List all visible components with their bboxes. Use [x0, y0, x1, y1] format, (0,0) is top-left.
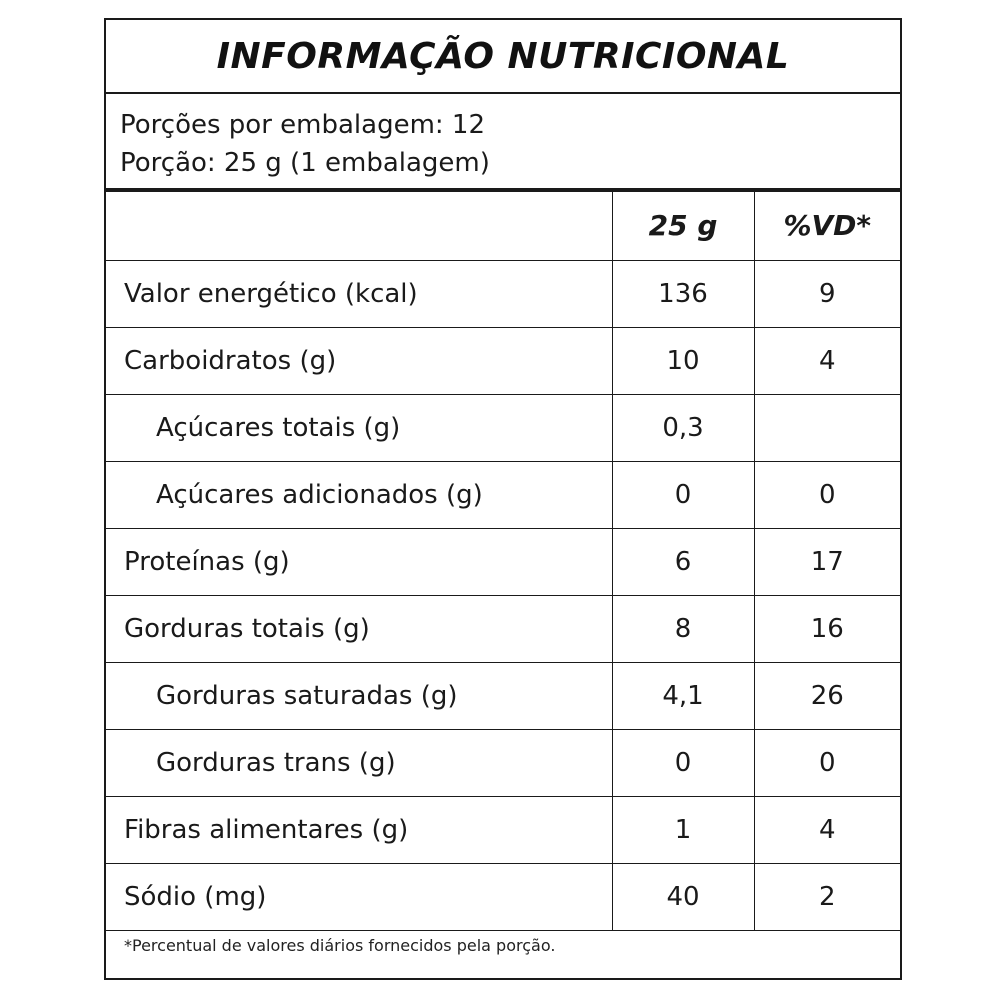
- portions-per-package: Porções por embalagem: 12: [120, 110, 486, 140]
- nutrient-name: Fibras alimentares (g): [106, 796, 612, 863]
- footnote: *Percentual de valores diários fornecidos pela porção.: [124, 936, 556, 955]
- nutrient-name: Gorduras totais (g): [106, 595, 612, 662]
- table-header-row: [106, 192, 900, 260]
- nutrient-name: Proteínas (g): [106, 528, 612, 595]
- nutrient-amount: 0,3: [612, 394, 754, 461]
- nutrition-facts-label: [104, 18, 902, 980]
- table-row: [106, 394, 900, 461]
- nutrient-amount: 136: [612, 260, 754, 327]
- nutrient-amount: 6: [612, 528, 754, 595]
- table-row: [106, 729, 900, 796]
- header-daily-value: %VD*: [754, 192, 900, 260]
- nutrient-daily-value: 4: [754, 796, 900, 863]
- nutrient-name: Açúcares adicionados (g): [106, 461, 612, 528]
- header-amount: 25 g: [612, 192, 754, 260]
- nutrient-daily-value: 2: [754, 863, 900, 930]
- nutrient-name: Gorduras saturadas (g): [106, 662, 612, 729]
- table-row: [106, 327, 900, 394]
- table-row: [106, 260, 900, 327]
- table-row: [106, 863, 900, 930]
- nutrient-daily-value: 26: [754, 662, 900, 729]
- header-nutrient: [106, 192, 612, 260]
- nutrient-daily-value: 9: [754, 260, 900, 327]
- nutrient-amount: 4,1: [612, 662, 754, 729]
- table-row: [106, 461, 900, 528]
- serving-size: Porção: 25 g (1 embalagem): [120, 148, 490, 178]
- table-row: [106, 662, 900, 729]
- nutrient-name: Valor energético (kcal): [106, 260, 612, 327]
- nutrient-daily-value: 0: [754, 729, 900, 796]
- label-title: INFORMAÇÃO NUTRICIONAL: [106, 20, 900, 94]
- nutrient-daily-value: 4: [754, 327, 900, 394]
- nutrient-name: Carboidratos (g): [106, 327, 612, 394]
- nutrient-amount: 8: [612, 595, 754, 662]
- table-row: [106, 595, 900, 662]
- nutrient-amount: 0: [612, 461, 754, 528]
- nutrient-daily-value: 0: [754, 461, 900, 528]
- nutrient-amount: 10: [612, 327, 754, 394]
- nutrient-amount: 1: [612, 796, 754, 863]
- nutrient-name: Gorduras trans (g): [106, 729, 612, 796]
- nutrient-daily-value: [754, 394, 900, 461]
- nutrient-daily-value: 16: [754, 595, 900, 662]
- nutrient-daily-value: 17: [754, 528, 900, 595]
- portion-info: [106, 94, 900, 192]
- nutrition-table: [106, 192, 900, 931]
- table-row: [106, 528, 900, 595]
- nutrient-name: Sódio (mg): [106, 863, 612, 930]
- nutrient-amount: 40: [612, 863, 754, 930]
- table-row: [106, 796, 900, 863]
- nutrient-amount: 0: [612, 729, 754, 796]
- nutrient-name: Açúcares totais (g): [106, 394, 612, 461]
